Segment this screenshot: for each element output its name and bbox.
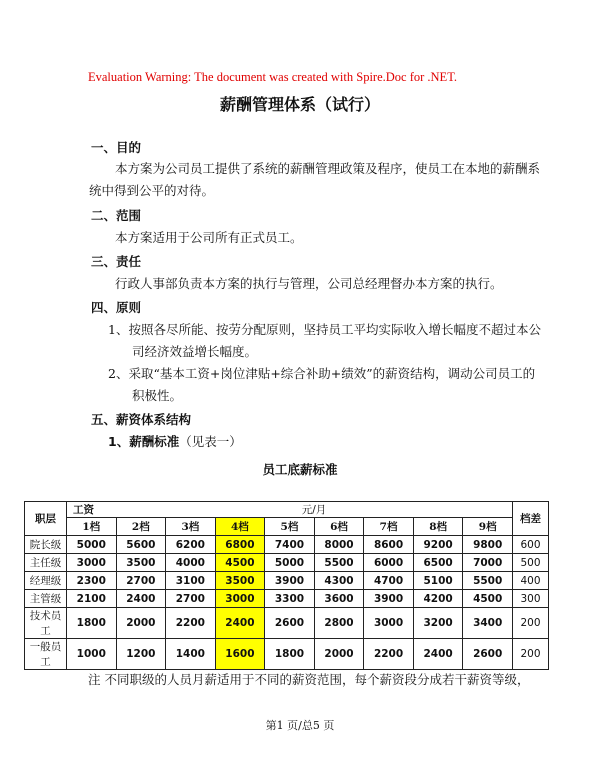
salary-cell: 5600 <box>116 536 166 554</box>
salary-cell: 2100 <box>67 590 117 608</box>
salary-cell-highlighted: 1600 <box>215 639 265 670</box>
grade-header: 2档 <box>116 518 166 536</box>
salary-cell: 7000 <box>463 554 513 572</box>
salary-cell: 1800 <box>67 608 117 639</box>
salary-cell: 3500 <box>116 554 166 572</box>
page-footer: 第1 页/总5 页 <box>265 719 335 732</box>
section-5-heading: 五、薪资体系结构 <box>91 412 192 427</box>
salary-cell: 7400 <box>265 536 315 554</box>
table-row <box>25 608 549 639</box>
salary-cell: 1200 <box>116 639 166 670</box>
salary-cell: 4500 <box>463 590 513 608</box>
salary-cell: 6200 <box>166 536 216 554</box>
salary-cell: 1000 <box>67 639 117 670</box>
diff-cell: 600 <box>513 536 549 554</box>
salary-cell: 3900 <box>265 572 315 590</box>
salary-cell: 3900 <box>364 590 414 608</box>
evaluation-warning: Evaluation Warning: The document was created with Spire.Doc for .NET. <box>88 70 458 84</box>
level-cell: 技术员工 <box>25 608 67 639</box>
salary-cell-highlighted: 2400 <box>215 608 265 639</box>
salary-cell: 5500 <box>463 572 513 590</box>
salary-cell: 2600 <box>265 608 315 639</box>
section-1-heading: 一、目的 <box>91 140 142 155</box>
section-3-heading: 三、责任 <box>91 254 142 269</box>
level-cell: 经理级 <box>25 572 67 590</box>
diff-cell: 400 <box>513 572 549 590</box>
grade-header: 6档 <box>314 518 364 536</box>
grade-header: 3档 <box>166 518 216 536</box>
salary-cell: 6500 <box>413 554 463 572</box>
table-note: 注 不同职级的人员月薪适用于不同的薪资范围，每个薪资段分成若干薪资等级， <box>88 672 530 687</box>
salary-cell: 3200 <box>413 608 463 639</box>
salary-cell: 6000 <box>364 554 414 572</box>
salary-cell: 8000 <box>314 536 364 554</box>
salary-cell: 3600 <box>314 590 364 608</box>
salary-cell: 1400 <box>166 639 216 670</box>
grade-header: 7档 <box>364 518 414 536</box>
grade-header: 8档 <box>413 518 463 536</box>
salary-cell: 1800 <box>265 639 315 670</box>
salary-cell: 5000 <box>265 554 315 572</box>
salary-cell: 3300 <box>265 590 315 608</box>
section-4-item2-line2: 积极性。 <box>132 388 183 403</box>
salary-cell: 2800 <box>314 608 364 639</box>
section-2-heading: 二、范围 <box>91 208 142 223</box>
salary-cell: 2600 <box>463 639 513 670</box>
salary-cell: 4300 <box>314 572 364 590</box>
salary-cell: 2000 <box>116 608 166 639</box>
salary-cell: 2200 <box>166 608 216 639</box>
salary-cell: 5000 <box>67 536 117 554</box>
table-row <box>25 536 549 554</box>
section-1-text-line2: 统中得到公平的对待。 <box>89 183 215 198</box>
grade-header: 1档 <box>67 518 117 536</box>
section-3-text: 行政人事部负责本方案的执行与管理，公司总经理督办本方案的执行。 <box>115 276 503 291</box>
salary-cell: 9200 <box>413 536 463 554</box>
table-row <box>25 554 549 572</box>
section-4-item2-line1: 2、采取“基本工资+岗位津贴+综合补助+绩效”的薪资结构，调动公司员工的 <box>108 366 536 381</box>
salary-cell: 3000 <box>67 554 117 572</box>
header-diff: 档差 <box>513 502 549 536</box>
salary-cell: 5500 <box>314 554 364 572</box>
section-4-item1-line1: 1、按照各尽所能、按劳分配原则，坚持员工平均实际收入增长幅度不超过本公 <box>108 322 541 337</box>
section-2-text: 本方案适用于公司所有正式员工。 <box>115 230 303 245</box>
salary-cell: 2300 <box>67 572 117 590</box>
salary-cell: 2000 <box>314 639 364 670</box>
section-4-heading: 四、原则 <box>91 300 142 315</box>
level-cell: 主管级 <box>25 590 67 608</box>
salary-cell: 2400 <box>116 590 166 608</box>
header-unit: 元/月 <box>116 502 512 518</box>
salary-cell-highlighted: 6800 <box>215 536 265 554</box>
diff-cell: 500 <box>513 554 549 572</box>
salary-cell: 5100 <box>413 572 463 590</box>
document-title: 薪酬管理体系（试行） <box>219 95 380 114</box>
salary-cell: 2700 <box>166 590 216 608</box>
section-5-subheading <box>108 432 242 450</box>
table-row <box>25 572 549 590</box>
table-row <box>25 590 549 608</box>
level-cell: 院长级 <box>25 536 67 554</box>
salary-cell-highlighted: 4500 <box>215 554 265 572</box>
salary-cell: 3400 <box>463 608 513 639</box>
salary-cell: 4200 <box>413 590 463 608</box>
salary-cell: 4000 <box>166 554 216 572</box>
header-level: 职层 <box>25 502 67 536</box>
grade-header: 9档 <box>463 518 513 536</box>
salary-table <box>24 501 549 670</box>
level-cell: 主任级 <box>25 554 67 572</box>
table-row <box>25 639 549 670</box>
section-5-subheading-note: （见表一） <box>179 434 242 449</box>
salary-cell: 2200 <box>364 639 414 670</box>
level-cell: 一般员工 <box>25 639 67 670</box>
salary-cell: 2400 <box>413 639 463 670</box>
section-4-item1-line2: 司经济效益增长幅度。 <box>132 344 258 359</box>
diff-cell: 200 <box>513 608 549 639</box>
grade-header: 5档 <box>265 518 315 536</box>
salary-cell-highlighted: 3500 <box>215 572 265 590</box>
section-1-text-line1: 本方案为公司员工提供了系统的薪酬管理政策及程序，使员工在本地的薪酬系 <box>115 161 541 176</box>
salary-cell: 9800 <box>463 536 513 554</box>
header-salary: 工资 <box>67 502 117 518</box>
grade-header-highlighted: 4档 <box>215 518 265 536</box>
diff-cell: 200 <box>513 639 549 670</box>
salary-cell: 3000 <box>364 608 414 639</box>
salary-cell: 3100 <box>166 572 216 590</box>
salary-cell: 4700 <box>364 572 414 590</box>
table-caption: 员工底薪标准 <box>262 462 338 477</box>
section-5-subheading-bold: 1、薪酬标准 <box>108 434 180 449</box>
diff-cell: 300 <box>513 590 549 608</box>
salary-cell: 8600 <box>364 536 414 554</box>
salary-cell-highlighted: 3000 <box>215 590 265 608</box>
salary-cell: 2700 <box>116 572 166 590</box>
